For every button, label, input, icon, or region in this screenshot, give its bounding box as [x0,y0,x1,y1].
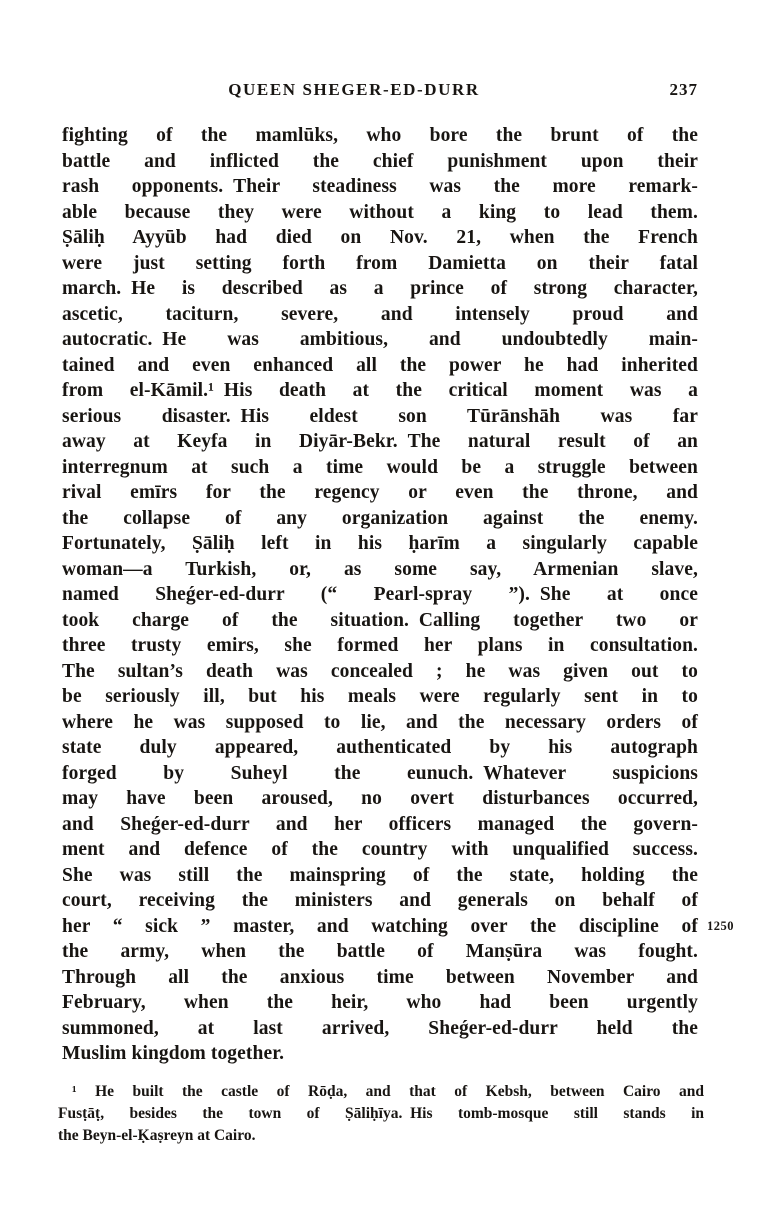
text-line: tained and even enhanced all the power he had inherited [62,354,698,376]
text-line: forged by Suheyl the eunuch. Whatever suspicions [62,762,698,784]
text-line: may have been aroused, no overt disturbances occurred, [62,788,698,809]
text-line: Fortunately, Ṣāliḥ left in his ḥarīm a singularly capable [62,533,698,554]
text-line: fighting of the mamlūks, who bore the brunt of the [62,125,698,146]
text-line: march. He is described as a prince of strong character, [62,278,698,299]
text-line: rival emīrs for the regency or even the throne, and [62,482,698,503]
body-text [62,123,734,1067]
text-line: woman—a Turkish, or, as some say, Armenian slave, [62,558,698,580]
text-line: state duly appeared, authenticated by his autograph [62,737,698,758]
text-line: February, when the heir, who had been urgently [62,992,698,1013]
text-line: were just setting forth from Damietta on their fatal [62,252,698,274]
text-line: rash opponents. Their steadiness was the more remark- [62,176,698,197]
text-line: battle and inflicted the chief punishment upon their [62,150,698,172]
running-title: QUEEN SHEGER-ED-DURR [228,80,480,99]
text-line: serious disaster. His eldest son Tūrānshāh was far [62,405,698,427]
text-line: took charge of the situation. Calling together two or [62,609,698,631]
text-line: three trusty emirs, she formed her plans in consultation. [62,635,698,656]
text-line: be seriously ill, but his meals were regularly sent in to [62,686,698,707]
footnote-line: the Beyn-el-Ḳaṣreyn at Cairo. [58,1127,256,1144]
text-line: interregnum at such a time would be a struggle between [62,456,698,478]
text-line: away at Keyfa in Diyār-Bekr. The natural result of an [62,431,698,452]
text-line: able because they were without a king to lead them. [62,201,698,223]
text-line: ascetic, taciturn, severe, and intensely proud and [62,303,698,325]
text-line: Muslim kingdom together. [62,1043,285,1064]
text-line: where he was supposed to lie, and the necessary orders of [62,711,698,733]
text-line-with-margin-note [62,914,734,940]
footnote-line: ¹ He built the castle of Rōḍa, and that of Kebsh, between Cairo and [72,1083,704,1100]
text-line: and Sheǵer-ed-durr and her officers managed the govern- [62,813,698,835]
text-line: autocratic. He was ambitious, and undoubtedly main- [62,329,698,350]
text-line: The sultan’s death was concealed ; he was given out to [62,660,698,682]
footnote-line: Fusṭāṭ, besides the town of Ṣāliḥīya. His tomb-mosque still stands in [58,1105,704,1122]
text-line: court, receiving the ministers and generals on behalf of [62,890,698,911]
text-line: Through all the anxious time between November and [62,966,698,988]
text-line: the collapse of any organization against the enemy. [62,507,698,529]
text-line: named Sheǵer-ed-durr (“ Pearl-spray ”). She at once [62,584,698,605]
text-line: her “ sick ” master, and watching over the discipline of [62,915,698,937]
text-line: from el-Kāmil.¹ His death at the critical moment was a [62,380,698,401]
margin-year-note: 1250 [707,918,734,933]
page-number: 237 [669,80,698,99]
text-line: She was still the mainspring of the state, holding the [62,864,698,886]
text-line: the army, when the battle of Manṣūra was fought. [62,941,698,962]
text-line: Ṣāliḥ Ayyūb had died on Nov. 21, when the French [62,227,698,248]
footnote [58,1081,704,1147]
text-line: summoned, at last arrived, Sheǵer-ed-durr held the [62,1017,698,1039]
text-line: ment and defence of the country with unqualified success. [62,839,698,860]
page-header [62,80,698,104]
